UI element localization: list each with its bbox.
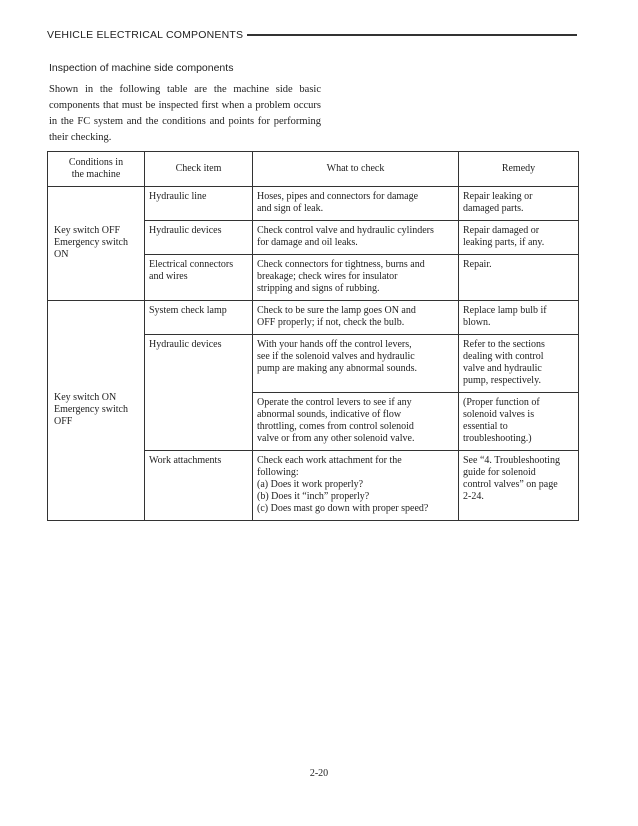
what-line: Check to be sure the lamp goes ON and [257,305,416,316]
check-item-cell [145,451,253,521]
remedy-cell [459,255,579,301]
page-number: 2-20 [309,768,329,779]
condition-cell [48,187,145,301]
remedy-cell [459,451,579,521]
remedy-cell [459,335,579,393]
what-line: (a) Does it work properly? [257,479,364,490]
intro-line: occurs in the FC system and the conditions and points for [49,100,321,127]
remedy-line: dealing with control [463,351,544,362]
remedy-line: Repair. [463,259,492,270]
page-header [47,29,577,43]
remedy-line: troubleshooting.) [463,433,532,444]
what-line: With your hands off the control levers, [257,339,412,350]
condition-line: Key switch OFF [54,225,121,236]
header-what-to-check: What to check [253,152,459,187]
check-item-cell [145,335,253,451]
remedy-line: Replace lamp bulb if [463,305,547,316]
what-line: valve or from any other solenoid valve. [257,433,415,444]
remedy-line: essential to [463,421,508,432]
remedy-line: valve and hydraulic [463,363,542,374]
header-rule [247,34,577,36]
what-to-check-cell [253,221,459,255]
what-to-check-cell [253,451,459,521]
check-item-cell [145,187,253,221]
header-check-item: Check item [145,152,253,187]
check-item-line: Electrical connectors [149,259,234,270]
table-row [48,301,579,335]
what-line: Check connectors for tightness, burns and [257,259,425,270]
what-line: abnormal sounds, indicative of flow [257,409,402,420]
remedy-line: damaged parts. [463,203,524,214]
header-conditions-line: Conditions in [68,157,124,168]
condition-line: Key switch ON [54,392,117,403]
condition-line: ON [54,249,69,260]
what-line: throttling, comes from control solenoid [257,421,414,432]
what-line: (b) Does it “inch” properly? [257,491,370,502]
remedy-line: solenoid valves is [463,409,535,420]
what-line: and sign of leak. [257,203,324,214]
remedy-cell [459,221,579,255]
check-item-line: Work attachments [149,455,222,466]
what-line: see if the solenoid valves and hydraulic [257,351,415,362]
condition-line: Emergency switch [54,237,128,248]
what-line: Check each work attachment for the [257,455,402,466]
what-line: Check control valve and hydraulic cylinders [257,225,434,236]
check-item-line: Hydraulic devices [149,339,222,350]
check-item-line: and wires [149,271,188,282]
remedy-line: blown. [463,317,491,328]
what-line: Hoses, pipes and connectors for damage [257,191,419,202]
header-conditions-line: the machine [71,169,121,180]
remedy-line: control valves” on page [463,479,558,490]
remedy-line: guide for solenoid [463,467,536,478]
remedy-line: Refer to the sections [463,339,545,350]
what-line: for damage and oil leaks. [257,237,358,248]
inspection-table [47,151,579,521]
intro-line: performing their checking. [49,116,321,143]
remedy-cell [459,301,579,335]
what-line: following: [257,467,299,478]
check-item-cell [145,255,253,301]
what-line: Operate the control levers to see if any [257,397,412,408]
check-item-cell [145,301,253,335]
what-line: pump are making any abnormal sounds. [257,363,417,374]
remedy-line: 2-24. [463,491,484,502]
condition-line: Emergency switch [54,404,128,415]
what-to-check-cell [253,393,459,451]
remedy-line: leaking parts, if any. [463,237,545,248]
condition-cell [48,301,145,521]
section-title: Inspection of machine side components [49,62,234,74]
intro-paragraph [49,82,321,146]
remedy-line: See “4. Troubleshooting [463,455,560,466]
remedy-line: (Proper function of [463,397,540,408]
what-to-check-cell [253,187,459,221]
what-line: breakage; check wires for insulator [257,271,398,282]
header-remedy: Remedy [459,152,579,187]
what-to-check-cell [253,255,459,301]
what-to-check-cell [253,335,459,393]
check-item-cell [145,221,253,255]
remedy-line: Repair leaking or [463,191,533,202]
remedy-cell [459,393,579,451]
table-header-row [48,152,579,187]
check-item-line: Hydraulic line [149,191,207,202]
what-line: (c) Does mast go down with proper speed? [257,503,429,514]
header-conditions [48,152,145,187]
intro-line: Shown in the following table are the machine side basic [49,84,321,95]
check-item-line: Hydraulic devices [149,225,222,236]
remedy-line: pump, respectively. [463,375,541,386]
check-item-line: System check lamp [149,305,227,316]
what-line: OFF properly; if not, check the bulb. [257,317,405,328]
remedy-line: Repair damaged or [463,225,540,236]
intro-line: components that must be inspected first when a problem [49,100,291,111]
remedy-cell [459,187,579,221]
table-row [48,187,579,221]
what-to-check-cell [253,301,459,335]
condition-line: OFF [54,416,73,427]
what-line: stripping and signs of rubbing. [257,283,380,294]
header-title: VEHICLE ELECTRICAL COMPONENTS [47,29,244,41]
